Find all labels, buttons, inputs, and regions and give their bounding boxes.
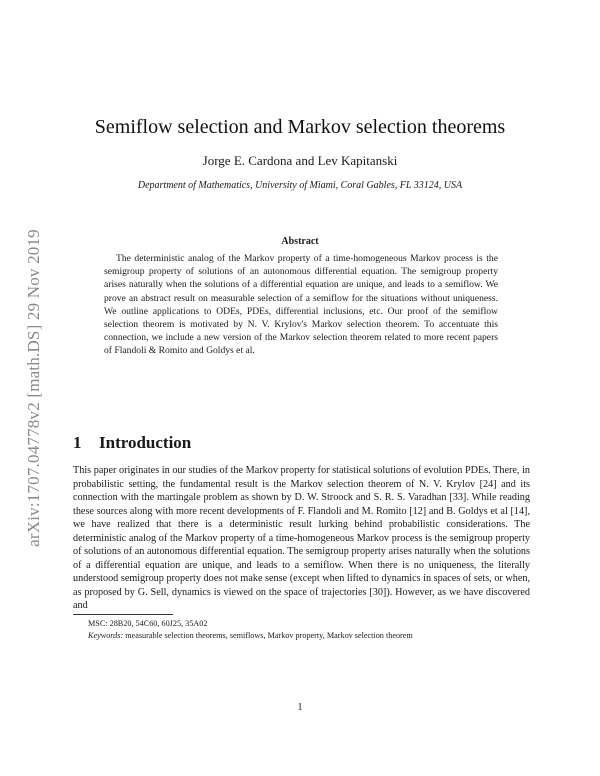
footnote-keywords [88,630,530,641]
page-number: 1 [297,702,303,713]
abstract-heading: Abstract [281,236,319,247]
section-number: 1 [73,433,82,452]
section-heading [73,433,191,453]
arxiv-identifier-stamp: arXiv:1707.04778v2 [math.DS] 29 Nov 2019 [24,229,43,547]
footnote-divider [73,614,173,615]
paper-title: Semiflow selection and Markov selection theorems [94,116,506,138]
paper-authors: Jorge E. Cardona and Lev Kapitanski [202,153,398,168]
author-affiliation: Department of Mathematics, University of Miami, Coral Gables, FL 33124, USA [137,180,463,191]
keywords-text: measurable selection theorems, semiflows, Markov property, Markov selection theorem [125,631,413,640]
keywords-label: Keywords: [88,631,124,640]
introduction-text: This paper originates in our studies of the Markov property for statistical solutions of evolution PDEs. There, in probabilistic setting, the fundamental result is the Markov selection theorem of N. V. Krylov [24] and its connection with the martingale problem as shown by D. W. Stroock and S. R. S. Varadhan [33]. While reading these sources along with more recent developments of F. Flandoli and M. Romito [12] and B. Goldys et al [14], we have realized that there is a deterministic result lurking behind probabilistic considerations. The deterministic analog of the Markov property of a time-homogeneous Markov process is the semigroup property of solutions of an autonomous differential equation. The semigroup property arises naturally when the solutions of a differential equation are unique, and leads to a semiflow. When there is no uniqueness, the literally understood semigroup property does not make sense (except when lifted to dynamics in spaces of sets, or when, as proposed by G. Sell, dynamics is viewed on the space of trajectories [30]). However, as we have discovered and [73,465,530,611]
footnote-msc: MSC: 28B20, 54C60, 60J25, 35A02 [88,619,208,628]
abstract-text: The deterministic analog of the Markov property of a time-homogeneous Markov process is the semigroup property of solutions of an autonomous differential equation. The semigroup property arises naturally when the solutions of a differential equation are unique, and leads to a semiflow. We prove an abstract result on measurable selection of a semiflow for the situations without uniqueness. We outline applications to ODEs, PDEs, differential inclusions, etc. Our proof of the semiflow selection theorem is motivated by N. V. Krylov's Markov selection theorem. To accentuate this connection, we include a new version of the Markov selection theorem related to more recent papers of Flandoli & Romito and Goldys et al. [104,253,498,357]
section-title: Introduction [99,433,192,452]
